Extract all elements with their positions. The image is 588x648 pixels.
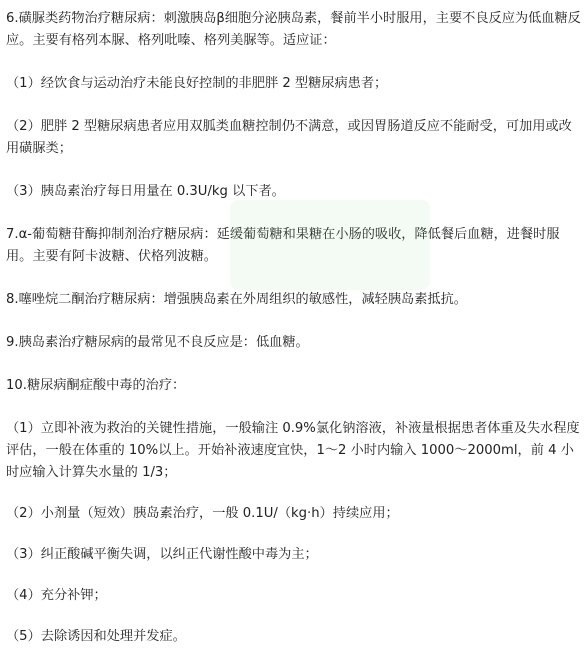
paragraph-6-indication-1: （1）经饮食与运动治疗未能良好控制的非肥胖 2 型糖尿病患者； [6, 76, 388, 91]
paragraph-8-thiazolidinediones: 8.噻唑烷二酮治疗糖尿病：增强胰岛素在外周组织的敏感性，减轻胰岛素抵抗。 [6, 292, 467, 307]
paragraph-6-sulfonylureas: 6.磺脲类药物治疗糖尿病：刺激胰岛β细胞分泌胰岛素，餐前半小时服用，主要不良反应为低血糖反应。主要有格列本脲、格列吡嗪、格列美脲等。适应证： [6, 11, 581, 48]
paragraph-10-step-5: （5）去除诱因和处理并发症。 [6, 629, 186, 644]
paragraph-10-step-3: （3）纠正酸碱平衡失调，以纠正代谢性酸中毒为主； [6, 547, 318, 562]
paragraph-10-step-2: （2）小剂量（短效）胰岛素治疗，一般 0.1U/（kg·h）持续应用； [6, 506, 399, 521]
paragraph-6-indication-2: （2）肥胖 2 型糖尿病患者应用双胍类血糖控制仍不满意，或因胃肠道反应不能耐受，可加用或改用磺脲类； [6, 119, 572, 156]
paragraph-6-indication-3: （3）胰岛素治疗每日用量在 0.3U/kg 以下者。 [6, 184, 285, 199]
paragraph-10-step-1: （1）立即补液为救治的关键性措施，一般输注 0.9%氯化钠溶液，补液量根据患者体重及失水程度评估，一般在体重的 10%以上。开始补液速度宜快，1～2 小时内输入 1000～2000ml，前 4 小时应输入计算失水量的 1/3； [6, 421, 580, 480]
paragraph-7-alpha-glucosidase: 7.α-葡萄糖苷酶抑制剂治疗糖尿病：延缓葡萄糖和果糖在小肠的吸收，降低餐后血糖，进餐时服用。主要有阿卡波糖、伏格列波糖。 [6, 227, 560, 264]
paragraph-10-step-4: （4）充分补钾； [6, 588, 107, 603]
paragraph-9-insulin-adverse: 9.胰岛素治疗糖尿病的最常见不良反应是：低血糖。 [6, 335, 309, 350]
paragraph-10-dka-treatment: 10.糖尿病酮症酸中毒的治疗： [6, 378, 186, 393]
